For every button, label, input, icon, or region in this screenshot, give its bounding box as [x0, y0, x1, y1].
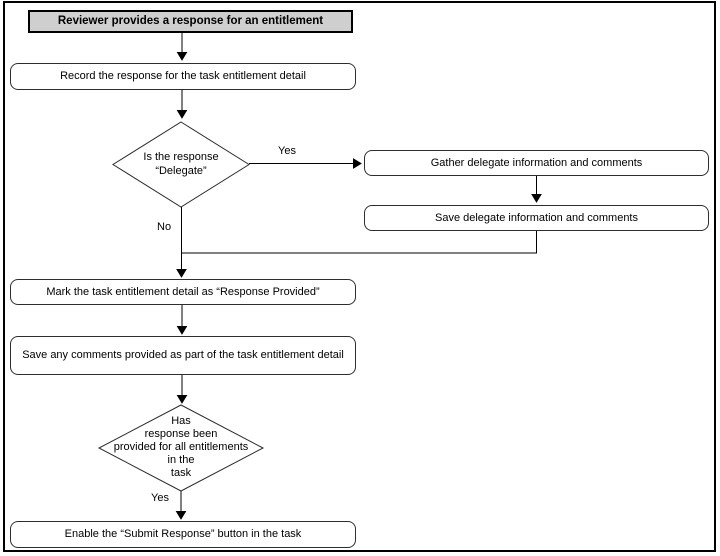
- decision-line: Has: [171, 415, 191, 427]
- decision-all-entitlements-label: [93, 415, 269, 480]
- edge-save-return: [182, 231, 537, 253]
- decision-line: in the: [167, 454, 195, 466]
- decision-line: provided for all entitlements: [113, 441, 249, 453]
- process-record-response: Record the response for the task entitlement detail: [10, 63, 356, 90]
- edge-label-yes-delegate: Yes: [278, 145, 296, 157]
- edge-label-no-delegate: No: [157, 221, 172, 233]
- process-gather-delegate-info: Gather delegate information and comments: [364, 150, 709, 176]
- process-mark-response-provided: Mark the task entitlement detail as “Response Provided”: [10, 279, 356, 305]
- edge-label-yes-all: Yes: [151, 492, 169, 504]
- process-enable-submit-button: Enable the “Submit Response” button in the task: [10, 521, 356, 548]
- process-save-comments: Save any comments provided as part of the task entitlement detail: [10, 336, 356, 375]
- decision-line: “Delegate”: [155, 165, 207, 177]
- process-save-delegate-info: Save delegate information and comments: [364, 205, 709, 231]
- decision-line: Is the response: [143, 151, 219, 163]
- decision-line: response been: [144, 428, 218, 440]
- decision-is-delegate-label: [111, 150, 251, 178]
- start-node: Reviewer provides a response for an entitlement: [28, 10, 353, 33]
- decision-line: task: [170, 467, 192, 479]
